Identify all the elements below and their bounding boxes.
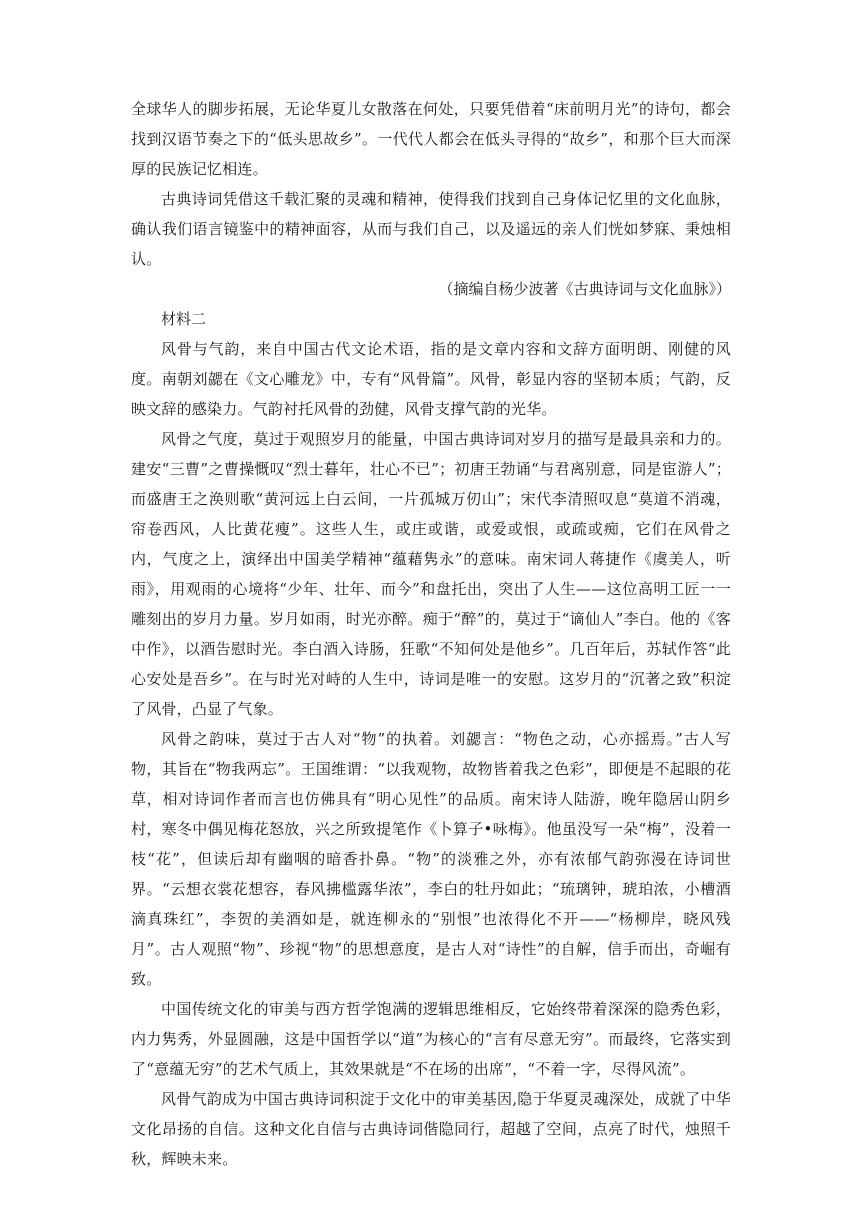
section-heading: 材料二 [161,310,207,328]
material-two-paragraph: 风骨气韵成为中国古典诗词积淀于文化中的审美基因,隐于华夏灵魂深处，成就了中华文化昂扬的自信。这种文化自信与古典诗词偕隐同行，超越了空间，点亮了时代，烛照千秋，辉映未来。 [131,1090,731,1168]
material-two-paragraph: 风骨之韵味，莫过于古人对“物”的执着。刘勰言：“物色之动，心亦摇焉。”古人写物，其旨在“物我两忘”。王国维谓：“以我观物，故物皆着我之色彩”，即便是不起眼的花草，相对诗词作者而言也仿佛具有“明心见性”的品质。南宋诗人陆游，晚年隐居山阴乡村，寒冬中偶见梅花怒放，兴之所致提笔作《卜算子•咏梅》。他虽没写一朵“梅”，没着一枝“花”，但读后却有幽咽的暗香扑鼻。“物”的淡雅之外，亦有浓郁气韵弥漫在诗词世界。“云想衣裳花想容，春风拂槛露华浓”，李白的牡丹如此；“琉璃钟，琥珀浓，小槽酒滴真珠红”，李贺的美酒如是，就连柳永的“别恨”也浓得化不开——“杨柳岸，晓风残月”。古人观照“物”、珍视“物”的思想意度，是古人对“诗性”的自解，信手而出，奇崛有致。 [131,730,731,988]
material-one-paragraph: 古典诗词凭借这千载汇聚的灵魂和精神，使得我们找到自己身体记忆里的文化血脉，确认我们语言镜鉴中的精神面容，从而与我们自己，以及遥远的亲人们恍如梦寐、秉烛相认。 [131,190,731,268]
material-one-paragraph: 全球华人的脚步拓展，无论华夏儿女散落在何处，只要凭借着“床前明月光”的诗句，都会找到汉语节奏之下的“低头思故乡”。一代代人都会在低头寻得的“故乡”，和那个巨大而深厚的民族记忆相连。 [131,100,731,178]
material-two-paragraph: 中国传统文化的审美与西方哲学饱满的逻辑思维相反，它始终带着深深的隐秀色彩，内力隽秀，外显圆融，这是中国哲学以“道”为核心的“言有尽意无穷”。而最终，它落实到了“意蕴无穷”的艺术气质上，其效果就是“不在场的出席”，“不着一字，尽得风流”。 [131,1000,731,1078]
material-two-paragraph: 风骨之气度，莫过于观照岁月的能量，中国古典诗词对岁月的描写是最具亲和力的。建安“三曹”之曹操慨叹“烈士暮年，壮心不已”；初唐王勃诵“与君离别意，同是宦游人”；而盛唐王之涣则歌“黄河远上白云间，一片孤城万仞山”；宋代李清照叹息“莫道不消魂，帘卷西风，人比黄花瘦”。这些人生，或庄或谐，或爱或恨，或疏或痴，它们在风骨之内，气度之上，演绎出中国美学精神“蕴藉隽永”的意味。南宋词人蒋捷作《虞美人，听雨》，用观雨的心境将“少年、壮年、而今”和盘托出，突出了人生——这位高明工匠一一雕刻出的岁月力量。岁月如雨，时光亦醉。痴于“醉”的，莫过于“谪仙人”李白。他的《客中作》，以酒告慰时光。李白酒入诗肠，狂歌“不知何处是他乡”。几百年后，苏轼作答“此心安处是吾乡”。在与时光对峙的人生中，诗词是唯一的安慰。这岁月的“沉著之致”积淀了风骨，凸显了气象。 [131,430,731,718]
material-two-paragraph: 风骨与气韵，来自中国古代文论术语，指的是文章内容和文辞方面明朗、刚健的风度。南朝刘勰在《文心雕龙》中，专有“风骨篇”。风骨，彰显内容的坚韧本质；气韵，反映文辞的感染力。气韵衬托风骨的劲健，风骨支撑气韵的光华。 [131,340,731,418]
document-page [131,94,731,1174]
source-citation: （摘编自杨少波著《古典诗词与文化血脉》） [438,280,731,298]
